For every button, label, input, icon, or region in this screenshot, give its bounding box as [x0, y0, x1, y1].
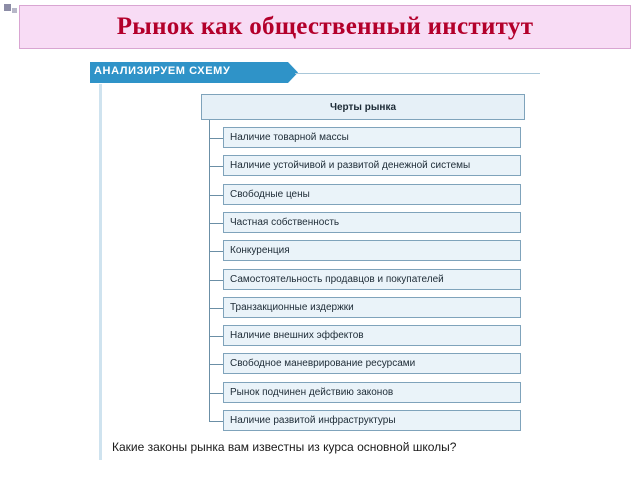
trait-box: Частная собственность: [223, 212, 521, 233]
trait-box: Транзакционные издержки: [223, 297, 521, 318]
traits-header-box: Черты рынка: [201, 94, 525, 120]
title-box: [19, 5, 631, 49]
trait-box: Свободные цены: [223, 184, 521, 205]
banner-divider: [295, 73, 540, 74]
connector-tick: [209, 393, 223, 394]
scheme-side-bar: [99, 84, 102, 460]
connector-tick: [209, 251, 223, 252]
connector-tick: [209, 364, 223, 365]
trait-box: Свободное маневрирование ресурсами: [223, 353, 521, 374]
scheme-banner: [90, 62, 298, 83]
corner-decoration: [4, 4, 11, 11]
question-text: Какие законы рынка вам известны из курса основной школы?: [112, 440, 457, 454]
scheme-banner-label: АНАЛИЗИРУЕМ СХЕМУ: [94, 65, 231, 77]
trait-box: Наличие внешних эффектов: [223, 325, 521, 346]
connector-tick: [209, 280, 223, 281]
trait-box: Наличие устойчивой и развитой денежной системы: [223, 155, 521, 176]
slide-title: Рынок как общественный институт: [116, 13, 534, 40]
connector-tick: [209, 336, 223, 337]
connector-tick: [209, 166, 223, 167]
connector-tick: [209, 421, 223, 422]
connector-tick: [209, 138, 223, 139]
trait-box: Наличие развитой инфраструктуры: [223, 410, 521, 431]
trait-box: Рынок подчинен действию законов: [223, 382, 521, 403]
trait-box: Самостоятельность продавцов и покупателей: [223, 269, 521, 290]
connector-tick: [209, 223, 223, 224]
scheme-diagram: [90, 62, 540, 462]
corner-decoration-small: [12, 8, 17, 13]
trait-box: Конкуренция: [223, 240, 521, 261]
connector-tick: [209, 308, 223, 309]
trait-box: Наличие товарной массы: [223, 127, 521, 148]
connector-tick: [209, 195, 223, 196]
